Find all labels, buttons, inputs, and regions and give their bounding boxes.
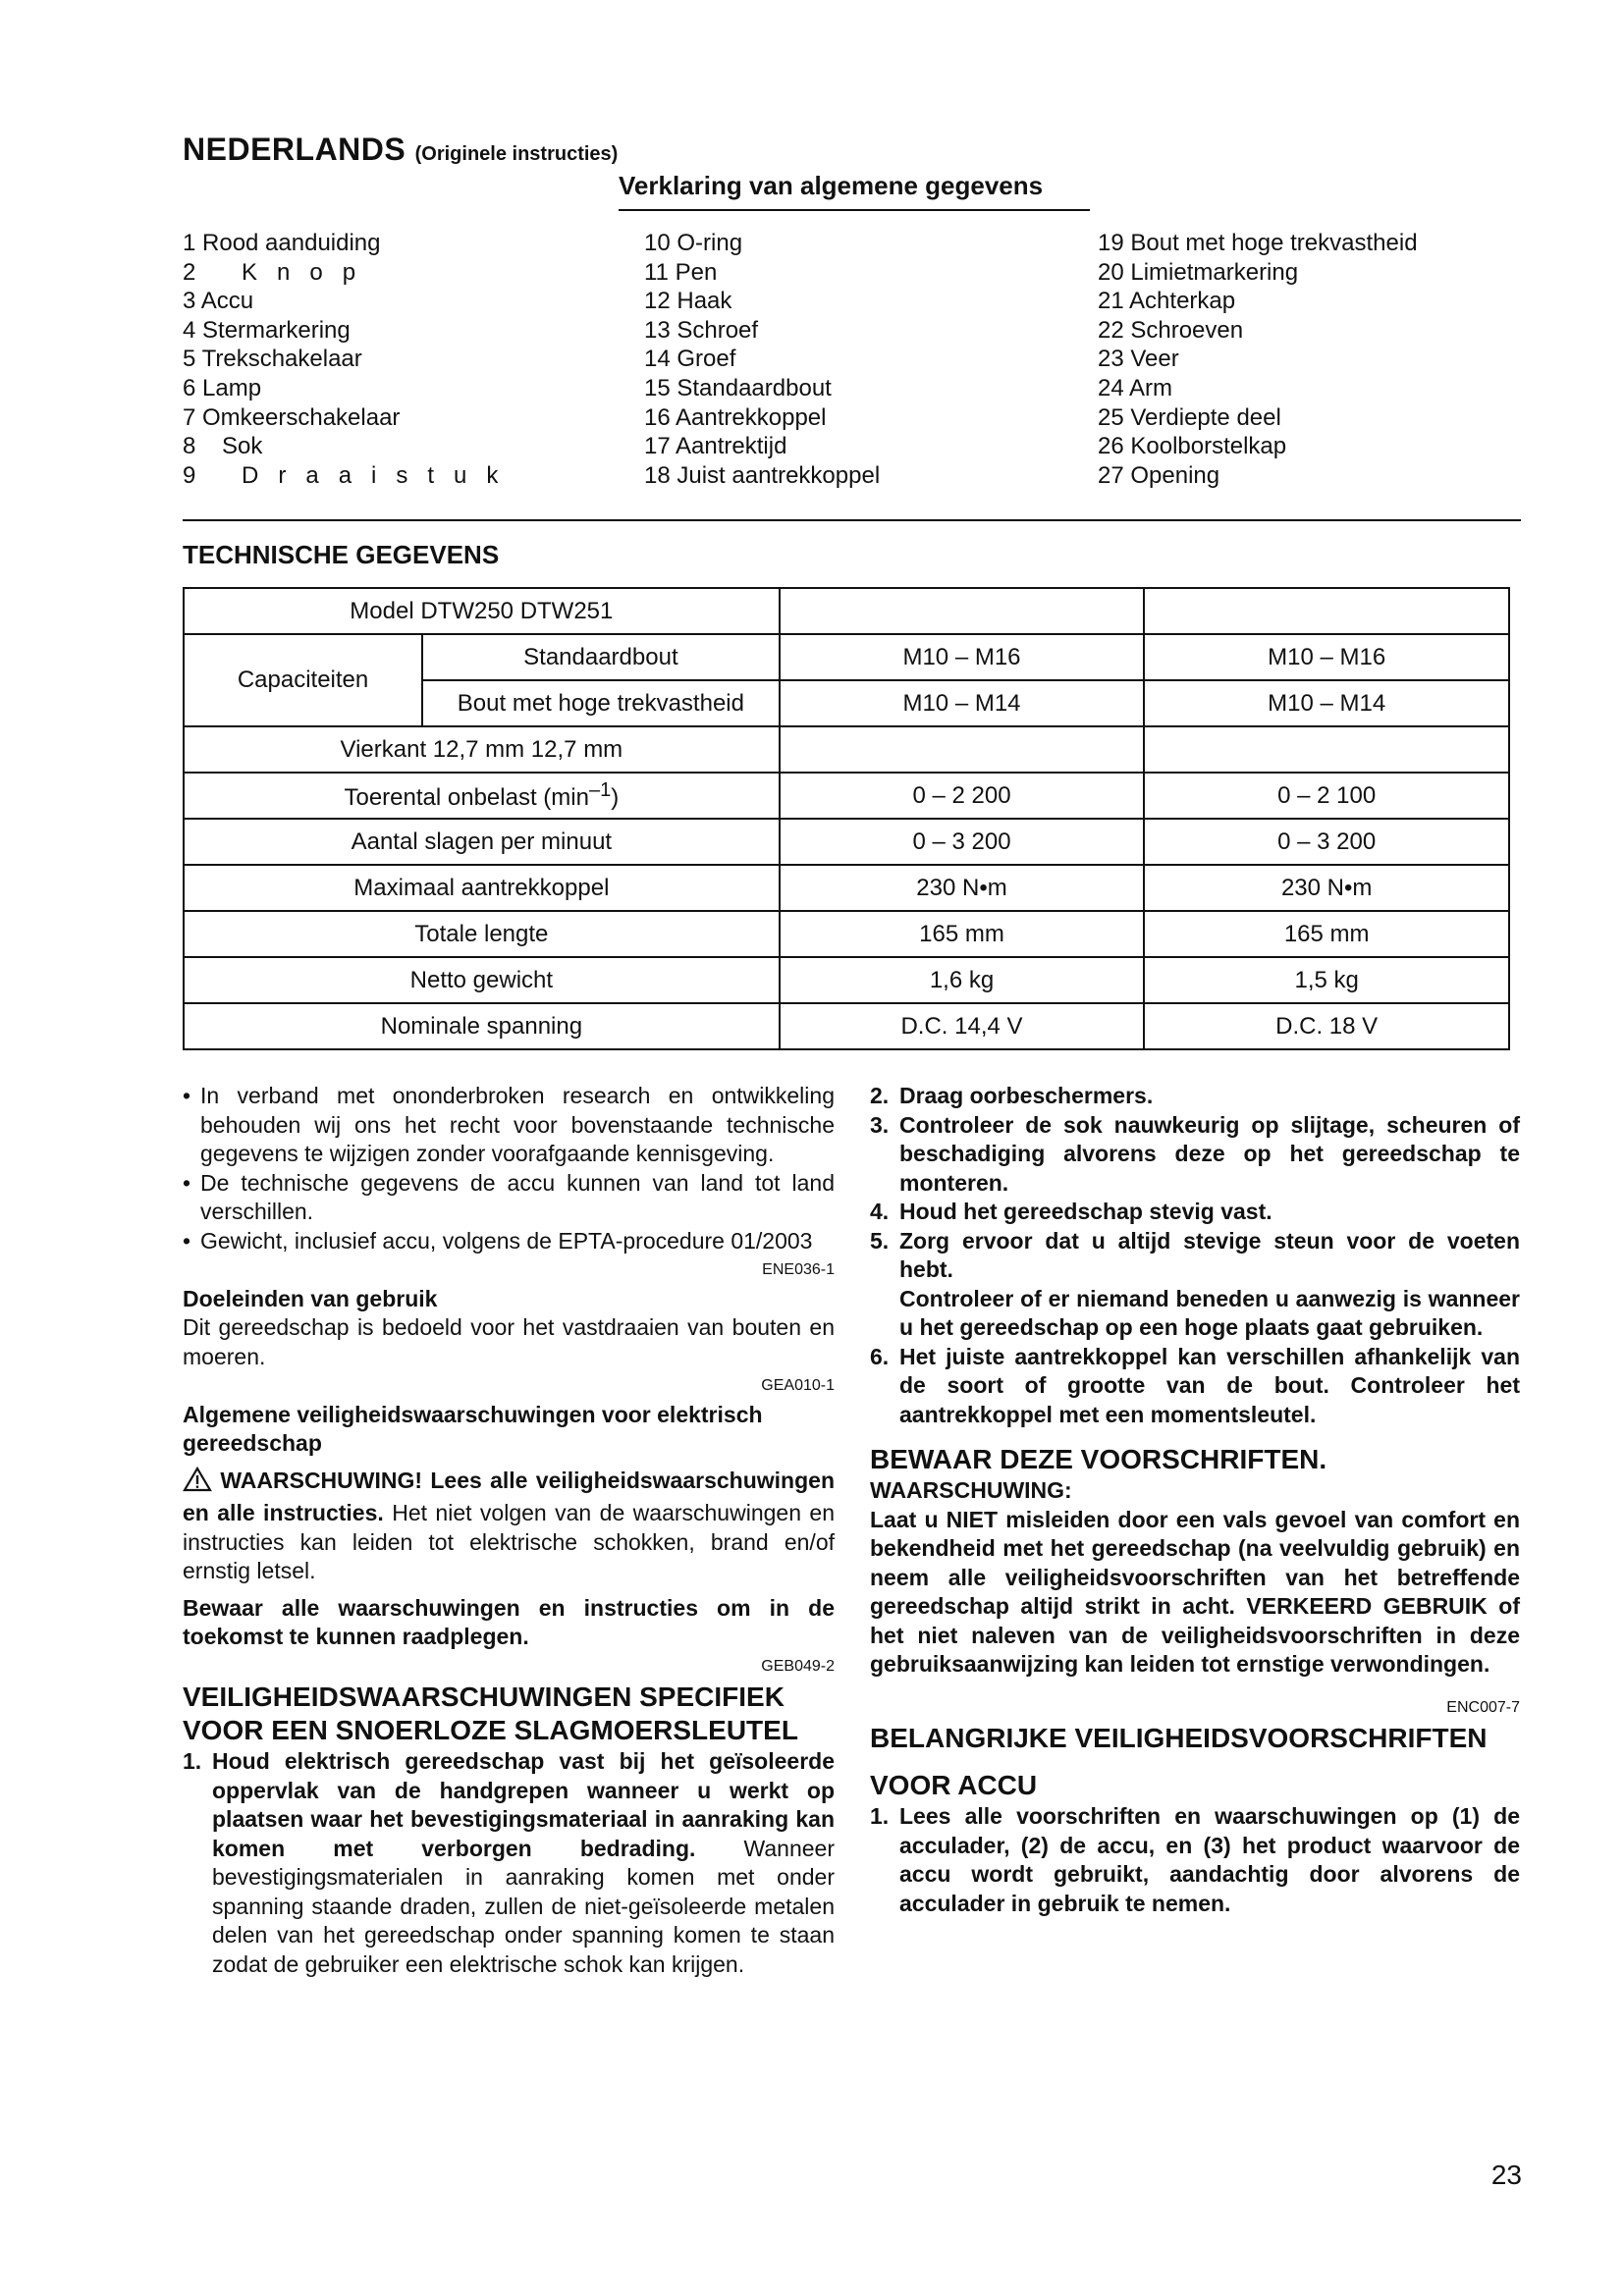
language-note: (Originele instructies) — [414, 143, 619, 165]
list-item — [870, 1111, 1520, 1199]
row-label-sup: –1 — [588, 779, 612, 801]
tech-title: TECHNISCHE GEGEVENS — [183, 540, 500, 569]
value-cell: 230 N•m — [780, 865, 1145, 911]
battery-title: VOOR ACCU — [870, 1770, 1038, 1800]
bullet-icon: • — [183, 1227, 191, 1254]
doc-code: ENE036-1 — [762, 1261, 835, 1278]
table-row — [184, 865, 1509, 911]
bullet-text: De technische gegevens de accu kunnen van land tot land verschillen. — [200, 1169, 835, 1224]
legend-column-1 — [183, 229, 517, 490]
table-cell — [780, 588, 1145, 634]
item-regular: Wanneer bevestigingsmaterialen in aanraking komen met onder spanning staande draden, zullen de niet-geïsoleerde metalen delen van het gereedschap onder spanning komen te staan zodat de gebruiker een elektrische schok kan krijgen. — [212, 1835, 835, 1977]
value-cell: 230 N•m — [1144, 865, 1509, 911]
right-column — [870, 1082, 1520, 1918]
bullet-icon: • — [183, 1083, 191, 1108]
important-safety-title: BELANGRIJKE VEILIGHEIDSVOORSCHRIFTEN — [870, 1723, 1488, 1753]
warning-bold: WAARSCHUWING! Lees alle veiligheidswaarschuwingen en alle instructies. — [183, 1467, 835, 1525]
warning-label: WAARSCHUWING: — [870, 1477, 1072, 1503]
item-number: 1. — [183, 1748, 202, 1774]
item-text: Draag oorbeschermers. — [899, 1083, 1154, 1108]
item-bold: Houd elektrisch gereedschap vast bij het geïsoleerde oppervlak van de handgrepen wanneer u werkt op plaatsen waar het bevestigingsmateriaal in aanraking kan komen met verborgen bedrading. — [212, 1748, 835, 1861]
legend-item: 11 Pen — [644, 258, 718, 286]
item-text: Zorg ervoor dat u altijd stevige steun voor de voeten hebt. — [899, 1227, 1520, 1282]
item-text: Houd het gereedschap stevig vast. — [899, 1199, 1272, 1224]
legend-item: 9 Draaistuk — [183, 461, 518, 489]
legend-item: 17 Aantrektijd — [644, 433, 787, 460]
value-cell: 165 mm — [1144, 911, 1509, 957]
value-cell: 0 – 3 200 — [780, 819, 1145, 865]
bullet-icon: • — [183, 1169, 191, 1196]
legend-item: 16 Aantrekkoppel — [644, 403, 827, 431]
legend-item: 4 Stermarkering — [183, 316, 351, 344]
capacity-label: Capaciteiten — [184, 634, 422, 726]
legend-item: 18 Juist aantrekkoppel — [644, 461, 881, 489]
doc-code: GEB049-2 — [761, 1657, 835, 1675]
legend-column-2 — [644, 229, 880, 490]
specific-safety-title: VEILIGHEIDSWAARSCHUWINGEN SPECIFIEK VOOR EEN SNOERLOZE SLAGMOERSLEUTEL — [183, 1682, 798, 1745]
page-number: 23 — [1490, 2160, 1522, 2190]
legend-item: 13 Schroef — [644, 316, 759, 344]
legend-item: 24 Arm — [1098, 374, 1173, 401]
list-item — [183, 1747, 835, 1979]
list-item — [870, 1802, 1520, 1918]
legend-item: 14 Groef — [644, 346, 736, 373]
doc-code: ENC007-7 — [1446, 1698, 1520, 1716]
list-item — [183, 1227, 835, 1256]
value-cell: 0 – 2 200 — [780, 773, 1145, 819]
value-cell: 0 – 3 200 — [1144, 819, 1509, 865]
table-row — [184, 634, 1509, 680]
warning-paragraph — [183, 1467, 835, 1586]
bullet-text: In verband met ononderbroken research en ontwikkeling behouden wij ons het recht voor bovenstaande technische gegevens te wijzigen zonder voorafgaande kennisgeving. — [200, 1083, 835, 1166]
row-label — [184, 773, 780, 819]
value-cell — [780, 726, 1145, 773]
list-item — [870, 1285, 1520, 1343]
keep-instructions: Bewaar alle waarschuwingen en instructies om in de toekomst te kunnen raadplegen. — [183, 1594, 835, 1649]
item-number: 6. — [870, 1343, 890, 1369]
table-row — [184, 911, 1509, 957]
item-text: Het juiste aantrekkoppel kan verschillen afhankelijk van de soort of grootte van de bout. Controleer het aantrekkoppel met een momentsleutel. — [899, 1343, 1520, 1427]
warning-text: Het niet volgen van de waarschuwingen en instructies kan leiden tot elektrische schokken, brand en/of ernstig letsel. — [183, 1500, 835, 1583]
item-number: 4. — [870, 1199, 890, 1224]
row-label: Vierkant 12,7 mm 12,7 mm — [184, 726, 780, 773]
row-label-end: ) — [611, 784, 620, 811]
legend-item: 2 Knop — [183, 258, 376, 286]
item-number: 5. — [870, 1227, 890, 1254]
warning-text: Laat u NIET misleiden door een vals gevoel van comfort en bekendheid met het gereedschap (na veelvuldig gebruik) en neem alle veiligheidsvoorschriften van het betreffende gereedschap altijd strikt in acht. VERKEERD GEBRUIK of het niet naleven van de veiligheidsvoorschriften in deze gebruiksaanwijzing kan leiden tot ernstige verwondingen. — [870, 1506, 1520, 1677]
general-safety-title: Algemene veiligheidswaarschuwingen voor elektrisch gereedschap — [183, 1401, 763, 1456]
legend-item: 22 Schroeven — [1098, 316, 1244, 344]
row-label: Aantal slagen per minuut — [184, 819, 780, 865]
legend-item: 6 Lamp — [183, 374, 262, 401]
row-label: Bout met hoge trekvastheid — [422, 680, 780, 726]
value-cell: 165 mm — [780, 911, 1145, 957]
language-label: NEDERLANDS — [183, 132, 406, 167]
legend-item: 26 Koolborstelkap — [1098, 433, 1287, 460]
legend-subtitle: Verklaring van algemene gegevens — [619, 171, 1090, 211]
table-row — [184, 588, 1509, 634]
use-text: Dit gereedschap is bedoeld voor het vastdraaien van bouten en moeren. — [183, 1314, 835, 1369]
list-item — [870, 1082, 1520, 1111]
legend-item: 1 Rood aanduiding — [183, 230, 381, 256]
table-row — [184, 957, 1509, 1003]
left-column — [183, 1082, 835, 1979]
value-cell: M10 – M16 — [1144, 634, 1509, 680]
value-cell: M10 – M16 — [780, 634, 1145, 680]
model-label: Model DTW250 DTW251 — [184, 588, 780, 634]
legend-item: 10 O-ring — [644, 230, 743, 256]
item-text — [212, 1747, 835, 1979]
legend-item: 19 Bout met hoge trekvastheid — [1098, 230, 1418, 256]
list-item — [870, 1227, 1520, 1285]
list-item — [870, 1343, 1520, 1430]
table-row — [184, 773, 1509, 819]
value-cell: D.C. 14,4 V — [780, 1003, 1145, 1049]
table-cell — [1144, 588, 1509, 634]
item-number: 2. — [870, 1083, 890, 1108]
spec-table — [183, 587, 1510, 1050]
item-text: Controleer de sok nauwkeurig op slijtage, scheuren of beschadiging alvorens deze op het gereedschap te monteren. — [899, 1111, 1520, 1196]
value-cell: 0 – 2 100 — [1144, 773, 1509, 819]
warning-triangle-icon — [183, 1467, 212, 1500]
doc-code: GEA010-1 — [761, 1377, 835, 1394]
value-cell — [1144, 726, 1509, 773]
section-divider — [183, 519, 1521, 521]
list-item — [183, 1082, 835, 1169]
legend-item: 25 Verdiepte deel — [1098, 403, 1281, 431]
legend-item: 27 Opening — [1098, 461, 1220, 489]
legend-item: 20 Limietmarkering — [1098, 258, 1299, 286]
table-row — [184, 819, 1509, 865]
legend-item: 21 Achterkap — [1098, 288, 1236, 315]
legend-item: 5 Trekschakelaar — [183, 346, 362, 373]
legend-item: 7 Omkeerschakelaar — [183, 403, 401, 431]
legend-item: 3 Accu — [183, 288, 254, 315]
list-item — [183, 1169, 835, 1227]
item-number — [870, 1285, 899, 1343]
item-number: 3. — [870, 1111, 890, 1138]
value-cell: 1,5 kg — [1144, 957, 1509, 1003]
table-row — [184, 726, 1509, 773]
value-cell: D.C. 18 V — [1144, 1003, 1509, 1049]
legend-column-3 — [1098, 229, 1418, 490]
item-number: 1. — [870, 1803, 890, 1829]
legend-item: 23 Veer — [1098, 346, 1179, 373]
legend-item: 15 Standaardbout — [644, 374, 832, 401]
row-label: Maximaal aantrekkoppel — [184, 865, 780, 911]
legend-item: 8 Sok — [183, 433, 263, 460]
item-text: Controleer of er niemand beneden u aanwezig is wanneer u het gereedschap op een hoge plaats gaat gebruiken. — [899, 1285, 1520, 1340]
row-label: Standaardbout — [422, 634, 780, 680]
row-label: Netto gewicht — [184, 957, 780, 1003]
value-cell: 1,6 kg — [780, 957, 1145, 1003]
row-label: Totale lengte — [184, 911, 780, 957]
row-label: Nominale spanning — [184, 1003, 780, 1049]
section-language-title — [183, 132, 618, 168]
list-item — [870, 1198, 1520, 1227]
table-row — [184, 1003, 1509, 1049]
use-title: Doeleinden van gebruik — [183, 1285, 438, 1311]
row-label-text: Toerental onbelast (min — [344, 784, 589, 811]
item-text: Lees alle voorschriften en waarschuwingen op (1) de acculader, (2) de accu, en (3) het product waarvoor de accu wordt gebruikt, aandachtig door alvorens de acculader in gebruik te nemen. — [899, 1803, 1520, 1916]
legend-item: 12 Haak — [644, 288, 732, 315]
value-cell: M10 – M14 — [1144, 680, 1509, 726]
bullet-text: Gewicht, inclusief accu, volgens de EPTA-procedure 01/2003 — [200, 1227, 813, 1254]
save-instructions-title: BEWAAR DEZE VOORSCHRIFTEN. — [870, 1444, 1327, 1474]
value-cell: M10 – M14 — [780, 680, 1145, 726]
